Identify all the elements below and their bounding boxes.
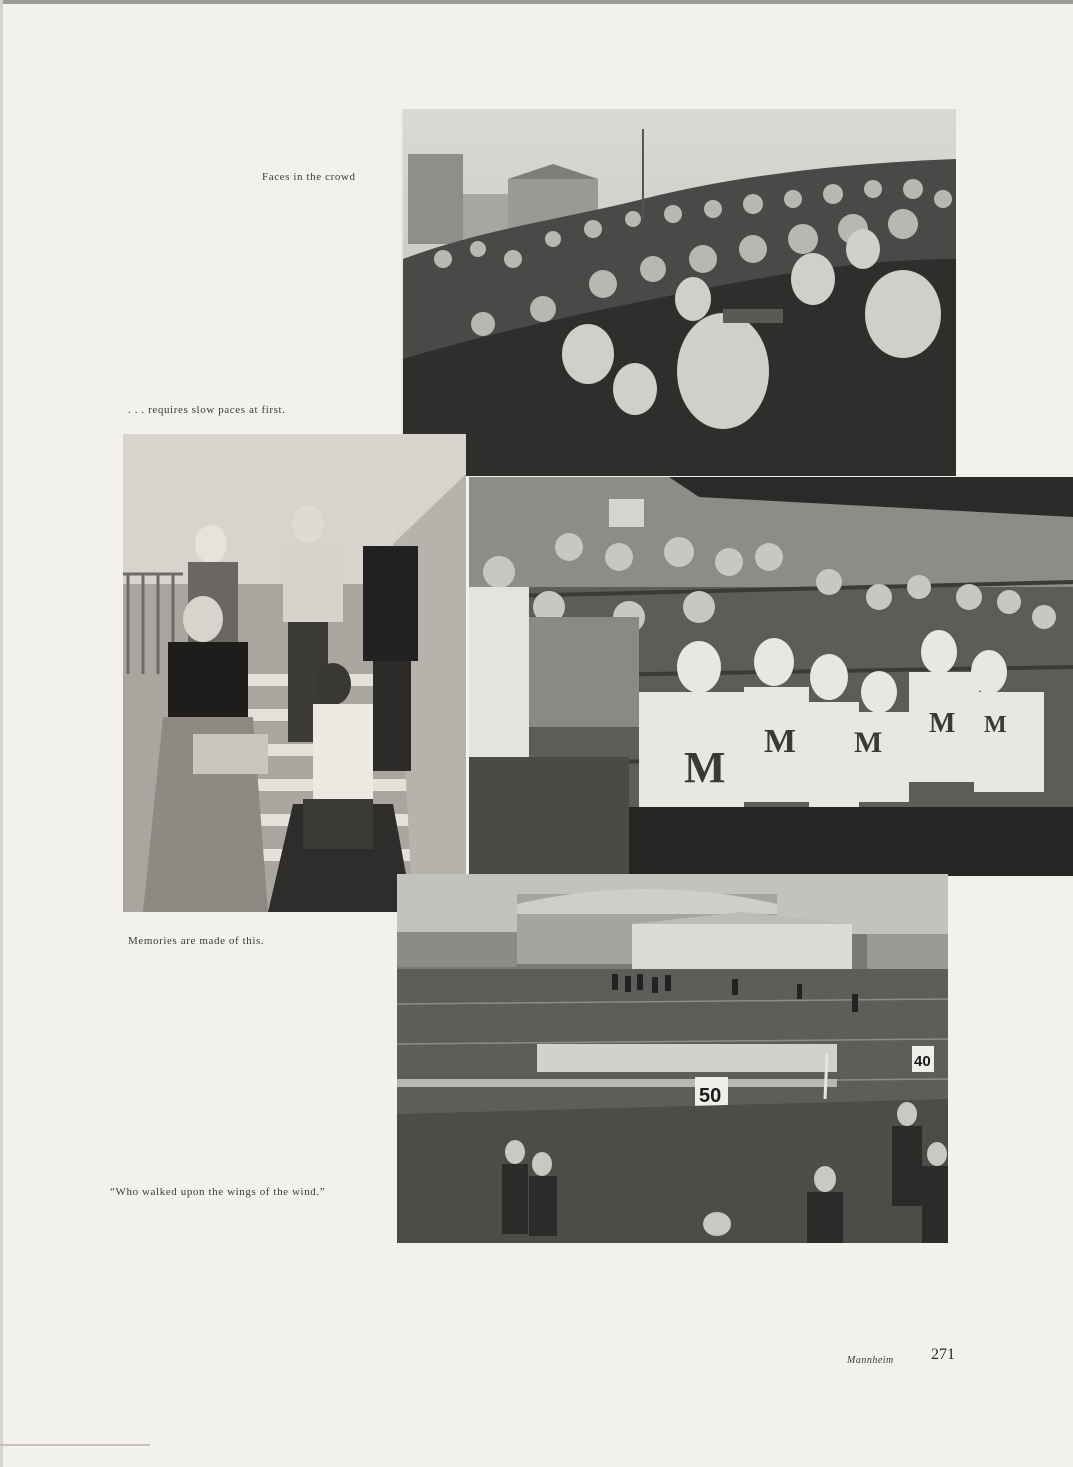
photo-students-on-stairs bbox=[123, 434, 466, 912]
photo-crowd-in-stands bbox=[401, 109, 956, 476]
yard-marker-50: 50 bbox=[699, 1085, 722, 1107]
svg-text:M: M bbox=[684, 743, 726, 792]
svg-text:M: M bbox=[764, 723, 797, 760]
page-number: 271 bbox=[931, 1346, 955, 1363]
page-top-edge bbox=[0, 0, 1073, 4]
caption-memories: Memories are made of this. bbox=[128, 935, 265, 947]
caption-wings-of-wind: “Who walked upon the wings of the wind.” bbox=[110, 1186, 326, 1198]
footer-school-name: Mannheim bbox=[847, 1355, 894, 1366]
bottom-divider bbox=[0, 1444, 150, 1446]
caption-faces-in-crowd: Faces in the crowd bbox=[262, 171, 356, 183]
svg-text:M: M bbox=[984, 712, 1007, 738]
caption-slow-paces: . . . requires slow paces at first. bbox=[128, 404, 286, 416]
svg-text:M: M bbox=[929, 708, 956, 739]
photo-cheerleaders-in-stands bbox=[469, 477, 1073, 876]
page-left-edge bbox=[0, 0, 3, 1467]
photo-football-field bbox=[397, 874, 948, 1243]
svg-text:M: M bbox=[854, 726, 883, 759]
yard-marker-40: 40 bbox=[914, 1053, 931, 1070]
